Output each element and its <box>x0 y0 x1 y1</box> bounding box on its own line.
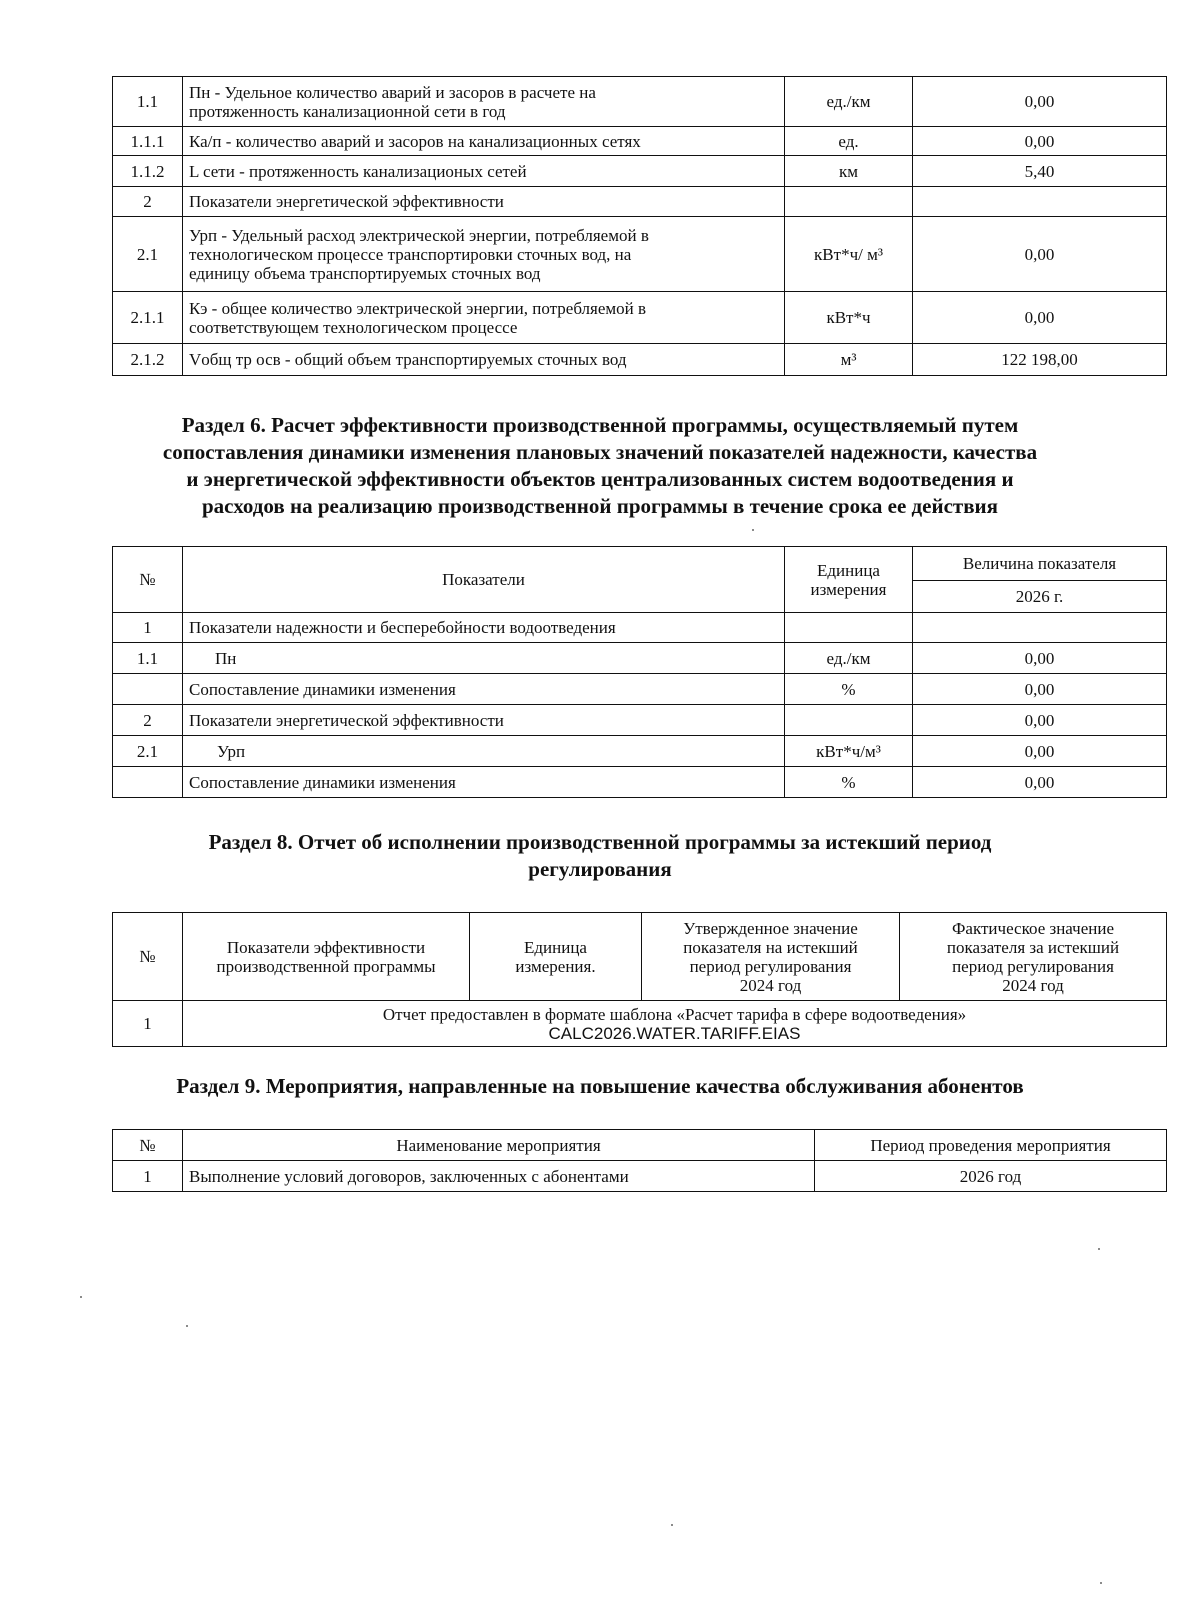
report-note-line: Отчет предоставлен в формате шаблона «Расчет тарифа в сфере водоотведения» <box>382 1004 967 1024</box>
indicator-name: Ка/п - количество аварий и засоров на канализационных сетях <box>183 127 785 156</box>
title-line: Раздел 9. Мероприятия, направленные на повышение качества обслуживания абонентов <box>176 1074 1024 1098</box>
unit-cell <box>785 613 913 643</box>
header-line: показателя за истекший <box>946 937 1120 957</box>
unit-cell: % <box>785 767 913 798</box>
unit-cell <box>785 187 913 217</box>
indicator-name-line: единицу объема транспортируемых сточных вод <box>189 263 541 283</box>
scan-speck <box>671 1524 673 1526</box>
table-row <box>113 156 1167 187</box>
header-line: показателя на истекший <box>683 937 858 957</box>
row-number <box>113 674 183 705</box>
row-number: 2.1.2 <box>113 344 183 376</box>
header-unit-line: измерения <box>810 579 887 599</box>
unit-cell: ед./км <box>785 77 913 127</box>
row-number: 1.1.1 <box>113 127 183 156</box>
title-line: расходов на реализацию производственной программы в течение срока ее действия <box>201 494 999 518</box>
value-cell <box>913 613 1167 643</box>
unit-cell: ед./км <box>785 643 913 674</box>
header-period: Период проведения мероприятия <box>815 1130 1167 1161</box>
indicator-name: Vобщ тр осв - общий объем транспортируемых сточных вод <box>183 344 785 376</box>
report-template-code: CALC2026.WATER.TARIFF.EIAS <box>548 1023 801 1043</box>
indicator-name-line: Пн - Удельное количество аварий и засоров в расчете на <box>189 82 596 102</box>
value-cell: 0,00 <box>913 127 1167 156</box>
header-measure-name: Наименование мероприятия <box>183 1130 815 1161</box>
scan-speck <box>752 529 754 531</box>
header-row <box>113 547 1167 581</box>
unit-cell: м³ <box>785 344 913 376</box>
row-number: 2.1 <box>113 736 183 767</box>
header-indicators: Показатели <box>183 547 785 613</box>
indicator-name-line: технологическом процессе транспортировки сточных вод, на <box>189 244 632 264</box>
header-unit-line: Единица <box>817 560 880 580</box>
row-number: 1.1 <box>113 643 183 674</box>
header-row <box>113 913 1167 1001</box>
title-line: сопоставления динамики изменения плановых значений показателей надежности, качества <box>162 440 1038 464</box>
row-number: 2 <box>113 705 183 736</box>
row-number: 2.1 <box>113 217 183 292</box>
header-year: 2026 г. <box>913 581 1167 613</box>
indicator-name <box>183 292 785 344</box>
value-cell: 0,00 <box>913 736 1167 767</box>
section-6-title <box>100 412 1100 520</box>
indicator-name: Сопоставление динамики изменения <box>183 767 785 798</box>
table-row <box>113 1161 1167 1192</box>
scan-speck <box>186 1325 188 1327</box>
table-row <box>113 705 1167 736</box>
indicator-name-line: Кэ - общее количество электрической энергии, потребляемой в <box>189 298 647 318</box>
header-line: Единица <box>524 937 587 957</box>
value-cell: 0,00 <box>913 767 1167 798</box>
unit-cell: ед. <box>785 127 913 156</box>
indicator-name <box>183 217 785 292</box>
header-line: период регулирования <box>952 956 1114 976</box>
header-number: № <box>113 913 183 1001</box>
indicator-name: Урп <box>183 736 785 767</box>
header-line: период регулирования <box>689 956 852 976</box>
indicator-name-line: соответствующем технологическом процессе <box>189 317 518 337</box>
header-approved-value <box>642 913 900 1001</box>
header-line: Утвержденное значение <box>683 918 858 938</box>
indicator-name <box>183 77 785 127</box>
header-line: измерения. <box>515 956 596 976</box>
scan-speck <box>1100 1582 1102 1584</box>
value-cell <box>913 187 1167 217</box>
scan-speck <box>80 1296 82 1298</box>
row-number <box>113 767 183 798</box>
table-row <box>113 643 1167 674</box>
value-cell: 0,00 <box>913 77 1167 127</box>
value-cell: 0,00 <box>913 674 1167 705</box>
measure-period: 2026 год <box>815 1161 1167 1192</box>
unit-cell: км <box>785 156 913 187</box>
header-line: Показатели эффективности <box>226 937 426 957</box>
table-row <box>113 767 1167 798</box>
value-cell: 0,00 <box>913 705 1167 736</box>
value-cell: 0,00 <box>913 643 1167 674</box>
header-line: производственной программы <box>216 956 436 976</box>
indicator-name-line: Урп - Удельный расход электрической энергии, потребляемой в <box>189 225 649 245</box>
header-line: 2024 год <box>739 975 802 995</box>
indicator-name: Показатели энергетической эффективности <box>183 187 785 217</box>
table-row <box>113 344 1167 376</box>
report-table <box>112 912 1167 1047</box>
row-number: 2.1.1 <box>113 292 183 344</box>
indicators-table-continued <box>112 76 1167 376</box>
indicator-name: Пн <box>183 643 785 674</box>
table-row <box>113 292 1167 344</box>
row-number: 1 <box>113 1001 183 1047</box>
header-number: № <box>113 1130 183 1161</box>
measure-name: Выполнение условий договоров, заключенных с абонентами <box>183 1161 815 1192</box>
indicator-name: Показатели надежности и бесперебойности водоотведения <box>183 613 785 643</box>
table-row <box>113 77 1167 127</box>
row-number: 1 <box>113 613 183 643</box>
scan-speck <box>1098 1248 1100 1250</box>
header-actual-value <box>900 913 1167 1001</box>
efficiency-table <box>112 546 1167 798</box>
section-8-title <box>100 829 1100 883</box>
title-line: и энергетической эффективности объектов централизованных систем водоотведения и <box>186 467 1014 491</box>
value-cell: 122 198,00 <box>913 344 1167 376</box>
title-line: регулирования <box>528 857 672 881</box>
header-value: Величина показателя <box>913 547 1167 581</box>
title-line: Раздел 8. Отчет об исполнении производственной программы за истекший период <box>208 830 992 854</box>
header-row <box>113 1130 1167 1161</box>
indicator-name: Сопоставление динамики изменения <box>183 674 785 705</box>
row-number: 1 <box>113 1161 183 1192</box>
report-note <box>183 1001 1167 1047</box>
header-number: № <box>113 547 183 613</box>
unit-cell <box>785 705 913 736</box>
indicator-name-line: протяженность канализационной сети в год <box>189 101 506 121</box>
section-9-title <box>100 1073 1100 1100</box>
unit-cell: кВт*ч <box>785 292 913 344</box>
header-line: Фактическое значение <box>951 918 1114 938</box>
table-row <box>113 217 1167 292</box>
table-row <box>113 674 1167 705</box>
table-row <box>113 187 1167 217</box>
header-unit <box>470 913 642 1001</box>
value-cell: 0,00 <box>913 217 1167 292</box>
unit-cell: кВт*ч/м³ <box>785 736 913 767</box>
unit-cell: кВт*ч/ м³ <box>785 217 913 292</box>
value-cell: 5,40 <box>913 156 1167 187</box>
row-number: 1.1.2 <box>113 156 183 187</box>
indicator-name: Показатели энергетической эффективности <box>183 705 785 736</box>
value-cell: 0,00 <box>913 292 1167 344</box>
row-number: 2 <box>113 187 183 217</box>
unit-cell: % <box>785 674 913 705</box>
header-line: 2024 год <box>1002 975 1064 995</box>
measures-table <box>112 1129 1167 1192</box>
row-number: 1.1 <box>113 77 183 127</box>
header-unit <box>785 547 913 613</box>
title-line: Раздел 6. Расчет эффективности производственной программы, осуществляемый путем <box>181 413 1019 437</box>
header-indicators <box>183 913 470 1001</box>
indicator-name: L сети - протяженность канализационых сетей <box>183 156 785 187</box>
table-row <box>113 127 1167 156</box>
table-row <box>113 1001 1167 1047</box>
table-row <box>113 613 1167 643</box>
table-row <box>113 736 1167 767</box>
